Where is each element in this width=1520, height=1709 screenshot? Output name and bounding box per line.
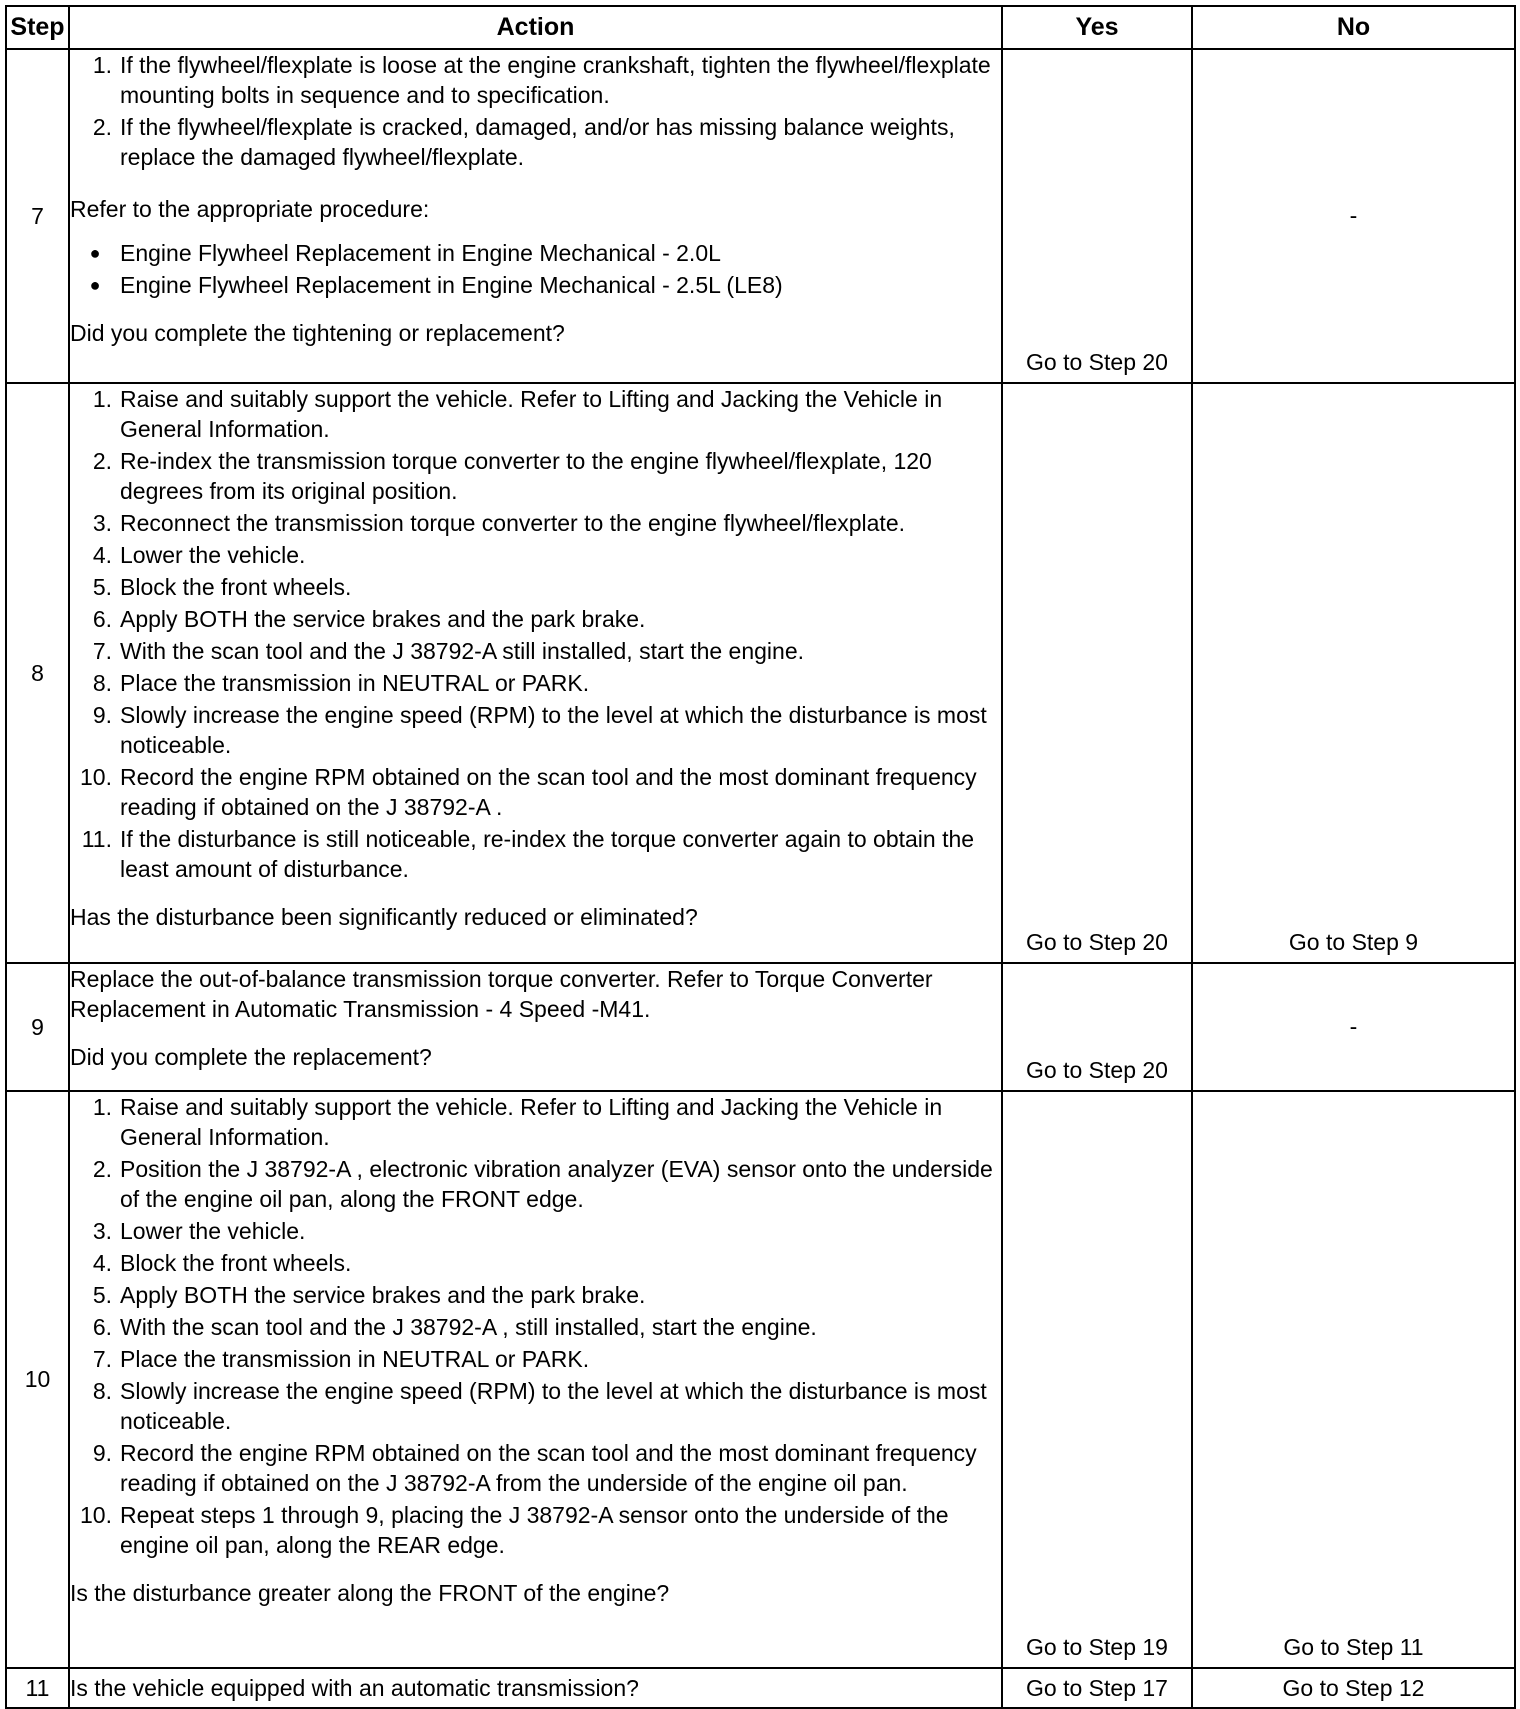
- no-cell: [1192, 1668, 1515, 1708]
- diagnostic-table: [5, 5, 1516, 1709]
- bullet-icon: ●: [89, 275, 101, 295]
- yes-cell: [1002, 963, 1192, 1091]
- list-item: 8. Place the transmission in NEUTRAL or PARK.: [92, 670, 590, 696]
- procedure-list: [70, 238, 1001, 300]
- yes-cell: [1002, 383, 1192, 963]
- list-item: 4. Lower the vehicle.: [92, 542, 306, 568]
- action-text: Replace the out-of-balance transmission torque converter. Refer to Torque Converter Replacement in Automatic Transmission - 4 Speed -M41.: [70, 966, 933, 1022]
- yes-cell: [1002, 1091, 1192, 1668]
- no-link: Go to Step 9: [1288, 929, 1419, 955]
- list-item: 5. Apply BOTH the service brakes and the park brake.: [92, 1282, 646, 1308]
- list-item: 9. Record the engine RPM obtained on the scan tool and the most dominant frequency reading if obtained on the J 38792-A from the underside of the engine oil pan.: [92, 1440, 977, 1496]
- yes-cell: [1002, 1668, 1192, 1708]
- header-yes: Yes: [1002, 6, 1192, 49]
- yes-link: Go to Step 19: [1026, 1634, 1168, 1660]
- list-item: 2. Position the J 38792-A , electronic vibration analyzer (EVA) sensor onto the underside of the engine oil pan, along the FRONT edge.: [92, 1156, 993, 1212]
- action-cell: [69, 963, 1002, 1091]
- action-cell: [69, 49, 1002, 383]
- table-row-step-9: [6, 963, 1515, 1091]
- no-cell: [1192, 1091, 1515, 1668]
- list-item: 4. Block the front wheels.: [92, 1250, 352, 1276]
- list-item: 11. If the disturbance is still noticeable, re-index the torque converter again to obtain the least amount of disturbance.: [81, 826, 975, 882]
- list-item: 1. Raise and suitably support the vehicle. Refer to Lifting and Jacking the Vehicle in General Information.: [92, 1094, 943, 1150]
- no-cell: [1192, 963, 1515, 1091]
- step-number: 7: [6, 49, 69, 383]
- list-item: ● Engine Flywheel Replacement in Engine Mechanical - 2.5L (LE8): [70, 270, 1001, 300]
- list-item: 6. With the scan tool and the J 38792-A , still installed, start the engine.: [92, 1314, 817, 1340]
- bullet-icon: ●: [89, 243, 101, 263]
- refer-text: Refer to the appropriate procedure:: [70, 196, 430, 222]
- list-item: 5. Block the front wheels.: [92, 574, 352, 600]
- yes-cell: [1002, 49, 1192, 383]
- step-number: 9: [6, 963, 69, 1091]
- header-no: No: [1192, 6, 1515, 49]
- list-item: 1. If the flywheel/flexplate is loose at the engine crankshaft, tighten the flywheel/flexplate mounting bolts in sequence and to specification.: [92, 52, 991, 108]
- no-link: Go to Step 12: [1282, 1674, 1425, 1701]
- no-link: Go to Step 11: [1283, 1634, 1424, 1660]
- list-item: 6. Apply BOTH the service brakes and the park brake.: [92, 606, 646, 632]
- list-item: 3. Reconnect the transmission torque converter to the engine flywheel/flexplate.: [92, 510, 905, 536]
- question-text: Did you complete the replacement?: [70, 1044, 432, 1070]
- no-link: -: [1349, 202, 1358, 229]
- list-item: 1. Raise and suitably support the vehicle. Refer to Lifting and Jacking the Vehicle in General Information.: [92, 386, 943, 442]
- action-cell: [69, 1668, 1002, 1708]
- no-link: -: [1349, 1013, 1358, 1040]
- step-number: 11: [6, 1668, 69, 1708]
- header-action: Action: [69, 6, 1002, 49]
- list-item: 8. Slowly increase the engine speed (RPM) to the level at which the disturbance is most noticeable.: [92, 1378, 987, 1434]
- question-text: Has the disturbance been significantly reduced or eliminated?: [70, 904, 698, 930]
- yes-link: Go to Step 20: [1026, 929, 1168, 955]
- list-item: 10. Repeat steps 1 through 9, placing the J 38792-A sensor onto the underside of the engine oil pan, along the REAR edge.: [80, 1502, 949, 1558]
- header-row: [6, 6, 1515, 49]
- action-steps-list: [70, 384, 1001, 884]
- question-text: Is the disturbance greater along the FRONT of the engine?: [70, 1580, 670, 1606]
- yes-link: Go to Step 20: [1026, 349, 1168, 375]
- table-row-step-8: [6, 383, 1515, 963]
- list-item: ● Engine Flywheel Replacement in Engine Mechanical - 2.0L: [70, 238, 1001, 268]
- list-item: 9. Slowly increase the engine speed (RPM) to the level at which the disturbance is most noticeable.: [92, 702, 987, 758]
- action-steps-list: [70, 1092, 1001, 1560]
- yes-link: Go to Step 20: [1026, 1057, 1168, 1083]
- no-cell: [1192, 49, 1515, 383]
- list-item: 7. Place the transmission in NEUTRAL or PARK.: [92, 1346, 590, 1372]
- table-row-step-10: [6, 1091, 1515, 1668]
- list-item: 7. With the scan tool and the J 38792-A still installed, start the engine.: [92, 638, 805, 664]
- step-number: 8: [6, 383, 69, 963]
- table-row-step-11: [6, 1668, 1515, 1708]
- list-item: 2. Re-index the transmission torque converter to the engine flywheel/flexplate, 120 degrees from its original position.: [92, 448, 932, 504]
- action-cell: [69, 383, 1002, 963]
- question-text: Is the vehicle equipped with an automatic transmission?: [70, 1675, 639, 1701]
- no-cell: [1192, 383, 1515, 963]
- header-step: Step: [6, 6, 69, 49]
- list-item: 10. Record the engine RPM obtained on the scan tool and the most dominant frequency reading if obtained on the J 38792-A .: [80, 764, 977, 820]
- action-steps-list: [70, 50, 1001, 172]
- table-row-step-7: [6, 49, 1515, 383]
- step-number: 10: [6, 1091, 69, 1668]
- question-text: Did you complete the tightening or replacement?: [70, 320, 565, 346]
- yes-link: Go to Step 17: [1026, 1674, 1168, 1701]
- list-item: 3. Lower the vehicle.: [92, 1218, 306, 1244]
- list-item: 2. If the flywheel/flexplate is cracked, damaged, and/or has missing balance weights, replace the damaged flywheel/flexplate.: [92, 114, 955, 170]
- action-cell: [69, 1091, 1002, 1668]
